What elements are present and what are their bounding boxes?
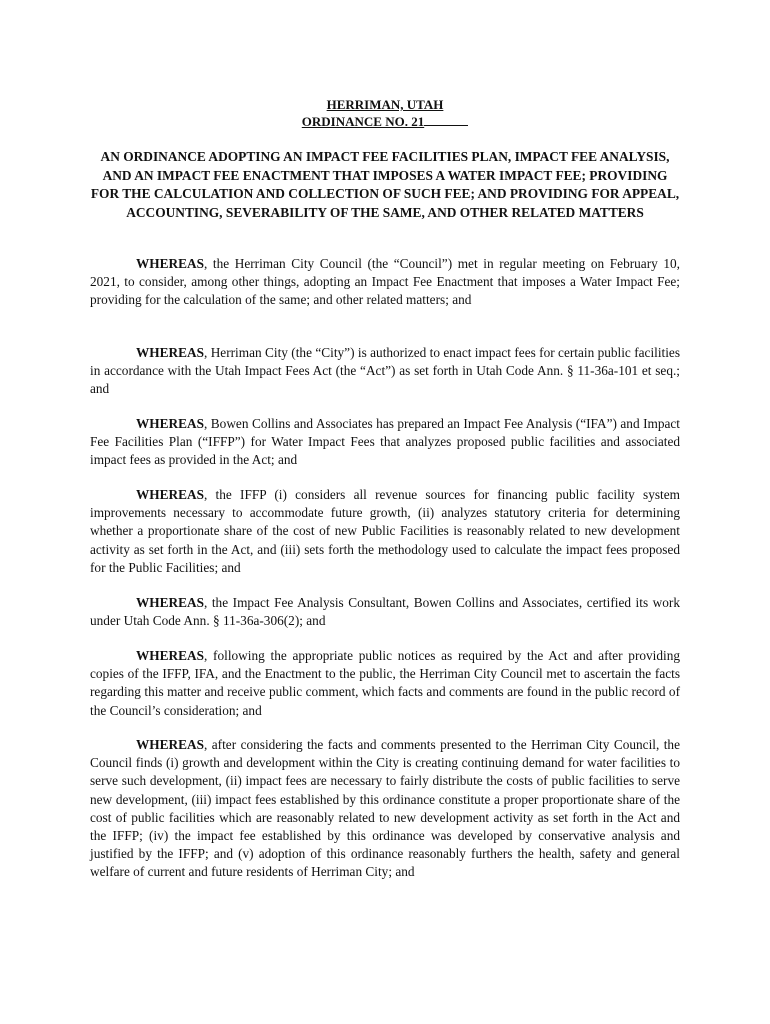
ordinance-number-heading	[0, 113, 770, 130]
paragraph-text: , after considering the facts and comments presented to the Herriman City Council, the Council finds (i) growth and development within the City is creating continuing demand for water facilities to serve such development, (ii) impact fees are necessary to fairly distribute the costs of public facilities to serve new development, (iii) impact fees established by this ordinance constitute a proper proportionate share of the cost of public facilities which are reasonably related to new development activity as set forth in the Act and the IFFP; (iv) the impact fee established by this ordinance was developed by conservative analysis and justified by the IFFP; and (v) adoption of this ordinance reasonably furthers the health, safety and general welfare of current and future residents of Herriman City; and	[90, 737, 680, 880]
ordinance-number-blank	[424, 113, 468, 126]
paragraph-text: , the IFFP (i) considers all revenue sources for financing public facility system improvements necessary to accommodate future growth, (ii) analyzes statutory criteria for determining whether a proportionate share of the cost of new Public Facilities is reasonably related to new development activity as set forth in the Act, and (iii) sets forth the methodology used to calculate the impact fees proposed for the Public Facilities; and	[90, 487, 680, 575]
city-heading: HERRIMAN, UTAH	[326, 97, 444, 112]
whereas-paragraph-7	[90, 736, 680, 882]
whereas-paragraph-3	[90, 415, 680, 470]
paragraph-text: , Bowen Collins and Associates has prepared an Impact Fee Analysis (“IFA”) and Impact Fee Facilities Plan (“IFFP”) for Water Impact Fees that analyzes proposed public facilities and associated impact fees as provided in the Act; and	[90, 416, 680, 468]
whereas-lead: WHEREAS	[136, 648, 204, 663]
whereas-lead: WHEREAS	[136, 256, 204, 271]
ordinance-title: AN ORDINANCE ADOPTING AN IMPACT FEE FACILITIES PLAN, IMPACT FEE ANALYSIS, AND AN IMPACT FEE ENACTMENT THAT IMPOSES A WATER IMPACT FEE; PROVIDING FOR THE CALCULATION AND COLLECTION OF SUCH FEE; AND PROVIDING FOR APPEAL, ACCOUNTING, SEVERABILITY OF THE SAME, AND OTHER RELATED MATTERS	[90, 149, 680, 220]
whereas-lead: WHEREAS	[136, 345, 204, 360]
paragraph-text: , Herriman City (the “City”) is authorized to enact impact fees for certain public facilities in accordance with the Utah Impact Fees Act (the “Act”) as set forth in Utah Code Ann. § 11-36a-101 et seq.; and	[90, 345, 680, 397]
document-header	[0, 96, 770, 130]
whereas-paragraph-6	[90, 647, 680, 720]
whereas-paragraph-2	[90, 344, 680, 399]
ordinance-label: ORDINANCE NO. 21	[301, 114, 425, 129]
whereas-lead: WHEREAS	[136, 595, 204, 610]
paragraph-text: , the Herriman City Council (the “Council”) met in regular meeting on February 10, 2021, to consider, among other things, adopting an Impact Fee Enactment that imposes a Water Impact Fee; providing for the calculation of the same; and other related matters; and	[90, 256, 680, 308]
whereas-lead: WHEREAS	[136, 416, 204, 431]
whereas-lead: WHEREAS	[136, 737, 204, 752]
whereas-paragraph-5	[90, 594, 680, 630]
whereas-paragraph-4	[90, 486, 680, 577]
paragraph-text: , the Impact Fee Analysis Consultant, Bowen Collins and Associates, certified its work under Utah Code Ann. § 11-36a-306(2); and	[90, 595, 680, 629]
whereas-paragraph-1	[90, 255, 680, 310]
whereas-lead: WHEREAS	[136, 487, 204, 502]
paragraph-text: , following the appropriate public notices as required by the Act and after providing copies of the IFFP, IFA, and the Enactment to the public, the Herriman City Council met to ascertain the facts regarding this matter and receive public comment, which facts and comments are found in the public record of the Council’s consideration; and	[90, 648, 680, 718]
